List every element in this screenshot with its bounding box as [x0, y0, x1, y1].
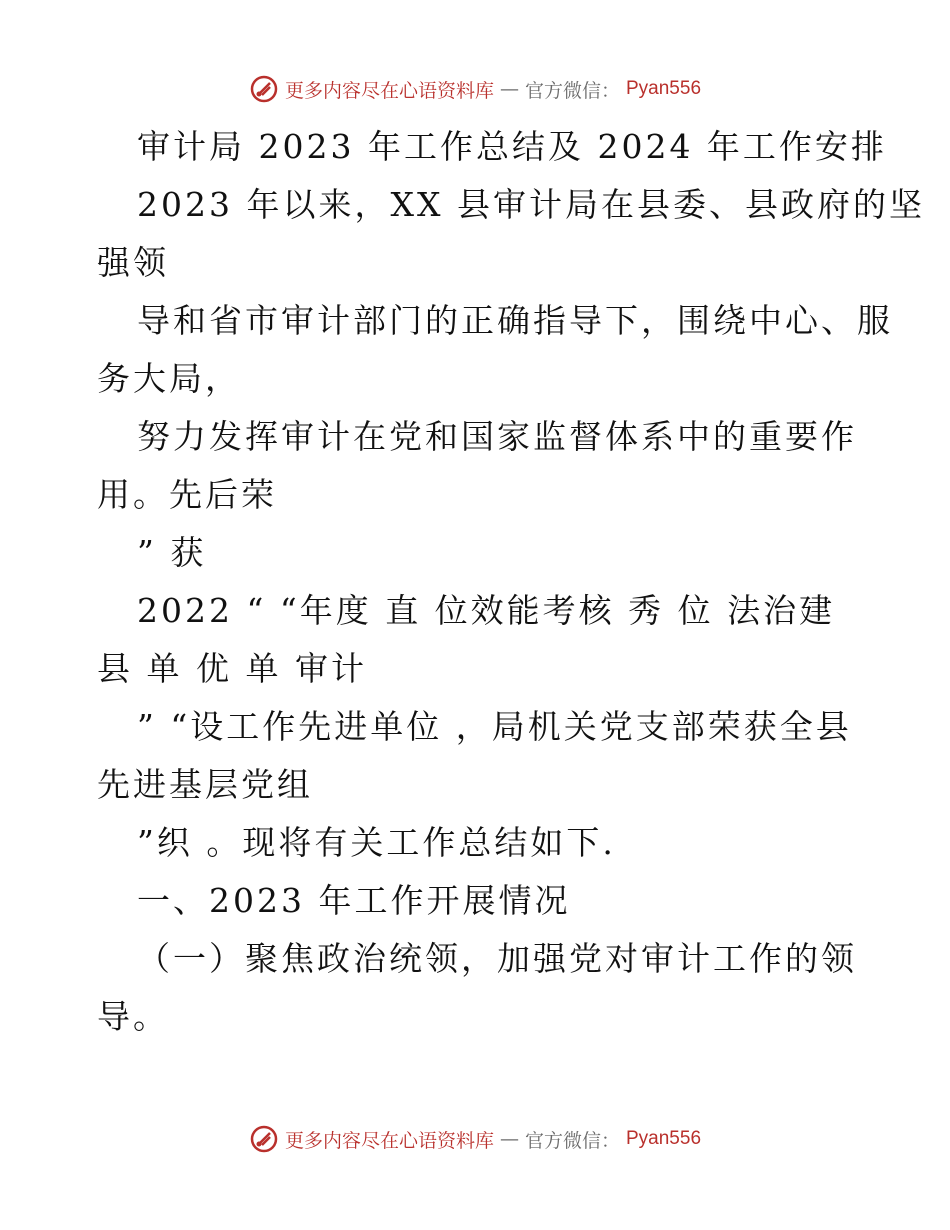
header-watermark	[0, 74, 950, 104]
watermark-wechat: 官方微信：	[524, 79, 620, 102]
paragraph-line: 县 单 优 单 审计	[97, 649, 367, 688]
paragraph-line: ”织 。现将有关工作总结如下.	[137, 823, 616, 862]
watermark-id: Pyan556	[626, 78, 702, 99]
section-heading: 一、2023 年工作开展情况	[137, 881, 571, 920]
paragraph-line: 2022 “ “年度 直 位效能考核 秀 位 法治建	[137, 591, 836, 630]
paragraph-line: 务大局，	[97, 359, 241, 398]
watermark-dash: —	[499, 1128, 519, 1150]
paragraph-line: ” 获	[137, 533, 207, 572]
paragraph-line: 导和省市审计部门的正确指导下，围绕中心、服	[137, 301, 893, 340]
paragraph-line: 导。	[97, 997, 169, 1036]
watermark-dash: —	[499, 78, 519, 100]
watermark-wechat: 官方微信：	[524, 1129, 620, 1152]
quill-logo-icon	[249, 1124, 279, 1154]
subsection-heading: （一）聚焦政治统领，加强党对审计工作的领	[137, 939, 857, 978]
paragraph-line: 强领	[97, 243, 169, 282]
paragraph-line: 2023 年以来，XX 县审计局在县委、县政府的坚	[137, 185, 925, 224]
paragraph-line: 努力发挥审计在党和国家监督体系中的重要作	[137, 417, 857, 456]
quill-logo-icon	[249, 74, 279, 104]
watermark-text: 更多内容尽在心语资料库	[284, 1129, 494, 1152]
footer-watermark	[0, 1124, 950, 1154]
watermark-id: Pyan556	[626, 1128, 702, 1149]
document-title: 审计局 2023 年工作总结及 2024 年工作安排	[137, 127, 887, 166]
watermark-text: 更多内容尽在心语资料库	[284, 79, 494, 102]
paragraph-line: 用。先后荣	[97, 475, 277, 514]
document-body	[97, 118, 925, 1046]
paragraph-line: ” “设工作先进单位 ，局机关党支部荣获全县	[137, 707, 852, 746]
paragraph-line: 先进基层党组	[97, 765, 313, 804]
